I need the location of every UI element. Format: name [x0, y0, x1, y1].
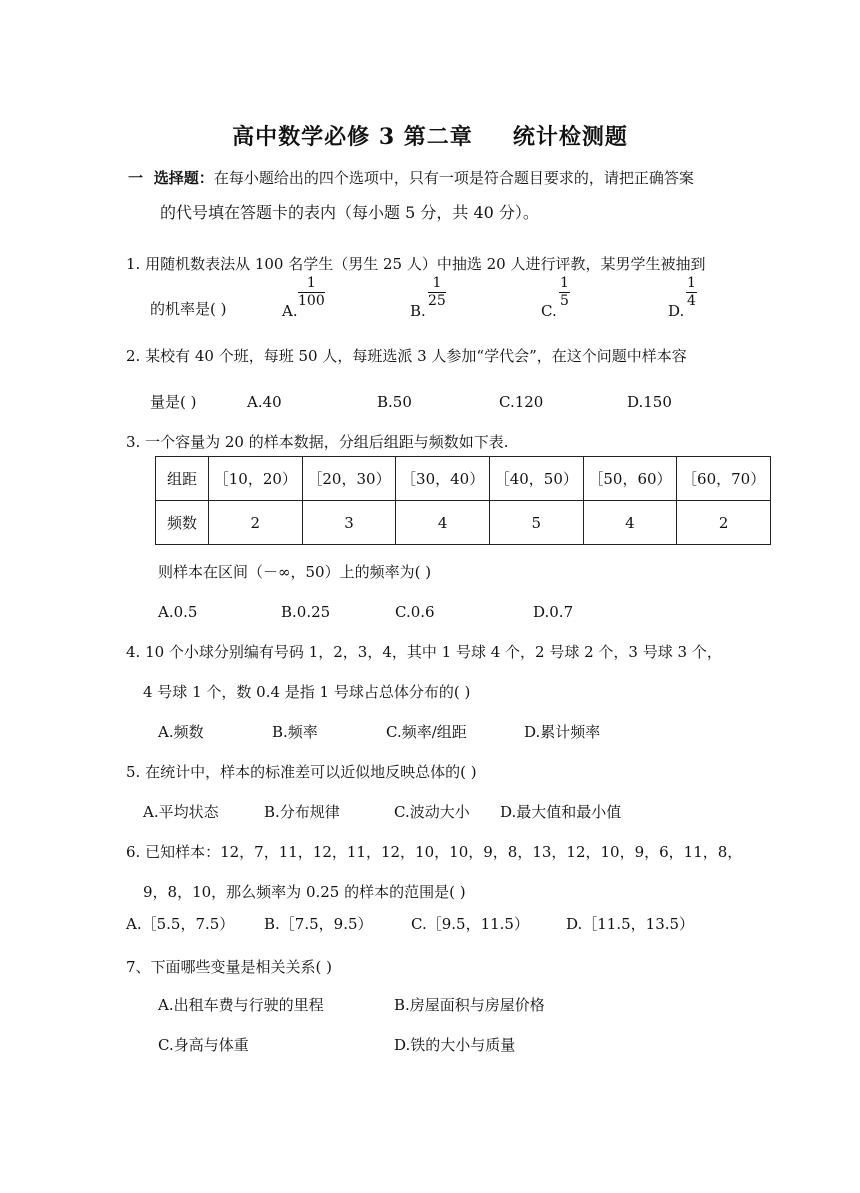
q6-option-b: B.［7.5，9.5）	[264, 915, 373, 933]
section-heading	[128, 168, 694, 188]
q4-text-2: 4 号球 1 个，数 0.4 是指 1 号球占总体分布的( )	[143, 683, 471, 701]
q1-option-a-label: A.	[282, 302, 298, 320]
q1-text: 1. 用随机数表法从 100 名学生（男生 25 人）中抽选 20 人进行评教，某男学生被抽到	[126, 255, 706, 273]
q1-option-a-fraction	[298, 275, 325, 310]
fraction-denominator: 4	[687, 293, 696, 309]
fraction-denominator: 5	[560, 293, 569, 309]
fraction-numerator: 1	[428, 275, 446, 293]
table-header-group: 组距	[156, 457, 209, 501]
q5-option-d: D.最大值和最小值	[500, 803, 622, 821]
table-cell: ［30，40）	[396, 457, 490, 501]
table-cell: 4	[396, 501, 490, 545]
fraction-denominator: 100	[298, 293, 325, 309]
q1-stem: 的机率是( )	[150, 300, 227, 318]
q4-option-d: D.累计频率	[524, 723, 601, 741]
q3-option-d: D.0.7	[533, 603, 574, 621]
page-title	[0, 120, 860, 151]
q2-option-c: C.120	[499, 393, 544, 411]
q3-text: 3. 一个容量为 20 的样本数据，分组后组距与频数如下表.	[126, 433, 509, 451]
table-cell: 4	[583, 501, 677, 545]
table-cell: 3	[302, 501, 396, 545]
q5-option-c: C.波动大小	[394, 803, 470, 821]
section-instructions-2: 的代号填在答题卡的表内（每小题 5 分，共 40 分）。	[160, 203, 539, 222]
title-sub: 统计检测题	[512, 124, 628, 150]
q3-option-b: B.0.25	[281, 603, 331, 621]
section-title: 选择题：	[153, 169, 214, 187]
table-cell: ［50，60）	[583, 457, 677, 501]
q1-option-d-label: D.	[668, 302, 685, 320]
q1-option-b-fraction	[428, 275, 446, 310]
table-cell: 2	[677, 501, 771, 545]
fraction-numerator: 1	[298, 275, 325, 293]
q4-option-b: B.频率	[272, 723, 318, 741]
q6-option-c: C.［9.5，11.5）	[411, 915, 529, 933]
table-cell: ［40，50）	[489, 457, 583, 501]
section-number: 一	[128, 169, 144, 187]
table-cell: ［60，70）	[677, 457, 771, 501]
q2-option-a: A.40	[247, 393, 282, 411]
q3-option-a: A.0.5	[158, 603, 198, 621]
q7-option-c: C.身高与体重	[158, 1036, 249, 1054]
table-cell: 2	[209, 501, 303, 545]
section-instructions-1: 在每小题给出的四个选项中，只有一项是符合题目要求的，请把正确答案	[213, 169, 694, 187]
q5-text: 5. 在统计中，样本的标准差可以近似地反映总体的( )	[126, 763, 477, 781]
table-row-counts	[156, 501, 771, 545]
q2-option-d: D.150	[627, 393, 672, 411]
table-cell: ［10，20）	[209, 457, 303, 501]
q2-option-b: B.50	[377, 393, 412, 411]
frequency-table	[155, 456, 771, 545]
q2-text: 2. 某校有 40 个班，每班 50 人，每班选派 3 人参加“学代会”，在这个问题中样本容	[126, 347, 687, 365]
q2-stem: 量是( )	[150, 393, 197, 411]
q7-option-b: B.房屋面积与房屋价格	[394, 996, 545, 1014]
title-main: 高中数学必修 3 第二章	[232, 124, 473, 150]
q7-text: 7、下面哪些变量是相关关系( )	[126, 958, 333, 976]
q6-text-2: 9，8，10，那么频率为 0.25 的样本的范围是( )	[143, 883, 466, 901]
q7-option-d: D.铁的大小与质量	[394, 1036, 516, 1054]
q1-option-b-label: B.	[410, 302, 426, 320]
q7-option-a: A.出租车费与行驶的里程	[158, 996, 324, 1014]
q6-option-a: A.［5.5，7.5）	[126, 915, 235, 933]
q3-option-c: C.0.6	[395, 603, 435, 621]
q6-option-d: D.［11.5，13.5）	[566, 915, 695, 933]
table-row-groups	[156, 457, 771, 501]
q1-option-d-fraction	[686, 275, 697, 310]
q4-option-c: C.频率/组距	[386, 723, 467, 741]
fraction-numerator: 1	[687, 275, 696, 291]
q4-option-a: A.频数	[158, 723, 204, 741]
q1-option-c-label: C.	[541, 302, 557, 320]
q4-text: 4. 10 个小球分别编有号码 1，2，3，4，其中 1 号球 4 个，2 号球 2 个，3 号球 3 个，	[126, 643, 722, 661]
q1-option-c-fraction	[559, 275, 570, 310]
fraction-numerator: 1	[560, 275, 569, 291]
q6-text: 6. 已知样本：12，7，11，12，11，12，10，10，9，8，13，12，10，9，6，11，8，	[126, 843, 743, 861]
table-cell: 5	[489, 501, 583, 545]
q5-option-b: B.分布规律	[264, 803, 340, 821]
table-header-count: 频数	[156, 501, 209, 545]
q5-option-a: A.平均状态	[143, 803, 219, 821]
q3-stem: 则样本在区间（－∞，50）上的频率为( )	[158, 563, 432, 581]
fraction-denominator: 25	[428, 293, 446, 309]
table-cell: ［20，30）	[302, 457, 396, 501]
